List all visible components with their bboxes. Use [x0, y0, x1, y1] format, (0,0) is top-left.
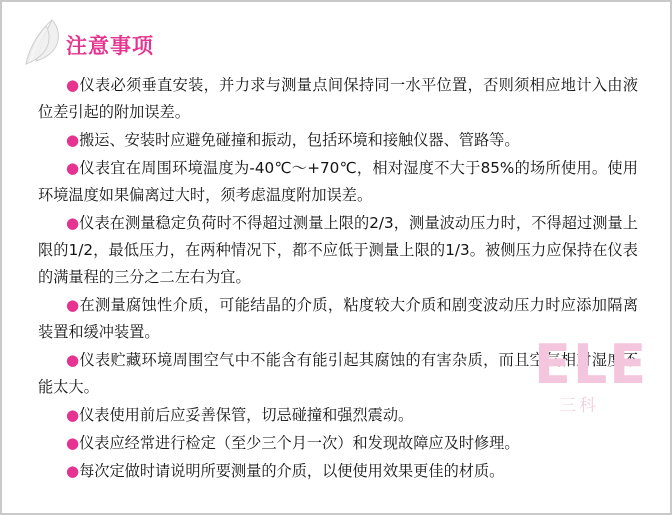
bullet-icon: ●	[66, 296, 80, 314]
list-item	[38, 458, 638, 485]
list-item	[38, 402, 638, 429]
feather-decoration-icon	[24, 16, 70, 66]
list-item	[38, 430, 638, 457]
list-item	[38, 333, 649, 401]
list-item-text: 仪表在测量稳定负荷时不得超过测量上限的2/3，测量波动压力时，不得超过测量上限的1/2，最低压力，在两种情况下，都不应低于测量上限的1/3。被侧压力应保持在仪表的满量程的三分之二左右为宜。	[38, 214, 638, 286]
list-item-text: 在测量腐蚀性介质，可能结晶的介质，粘度较大介质和剧变波动压力时应添加隔离装置和缓冲装置。	[38, 296, 639, 341]
watermark-subtext: 三科	[559, 396, 599, 416]
notice-list	[38, 72, 649, 486]
list-item	[38, 127, 638, 154]
list-item-text: 仪表使用前后应妥善保管，切忌碰撞和强烈震动。	[79, 406, 414, 424]
bullet-icon: ●	[66, 131, 80, 149]
page-title: 注意事项	[66, 34, 154, 58]
bullet-icon: ●	[66, 406, 80, 424]
list-item-text: 搬运、安装时应避免碰撞和振动，包括环境和接触仪器、管路等。	[79, 131, 520, 149]
list-item	[38, 292, 638, 346]
bullet-icon: ●	[66, 159, 80, 177]
bullet-icon: ●	[66, 462, 80, 480]
list-item	[38, 210, 638, 291]
bullet-icon: ●	[66, 214, 80, 232]
list-item-text: 仪表宜在周围环境温度为-40℃～+70℃，相对湿度不大于85%的场所使用。使用环境温度如果偏离过大时，须考虑温度附加误差。	[38, 159, 638, 204]
list-item-text: 仪表应经常进行检定（至少三个月一次）和发现故障应及时修理。	[79, 434, 520, 452]
bullet-icon: ●	[66, 434, 80, 452]
list-item-text: 仪表贮藏环境周围空气中不能含有能引起其腐蚀的有害杂质，而且空气相对湿度不能太大。	[38, 351, 639, 396]
watermark-letters: ELE	[534, 333, 649, 396]
bullet-icon: ●	[66, 351, 80, 369]
bullet-icon: ●	[66, 76, 80, 94]
list-item	[38, 72, 638, 126]
list-item	[38, 155, 638, 209]
list-item-text: 仪表必须垂直安装，并力求与测量点间保持同一水平位置，否则须相应地计入由液位差引起的附加误差。	[38, 76, 639, 121]
list-item-text: 每次定做时请说明所要测量的介质，以便使用效果更佳的材质。	[79, 462, 505, 480]
